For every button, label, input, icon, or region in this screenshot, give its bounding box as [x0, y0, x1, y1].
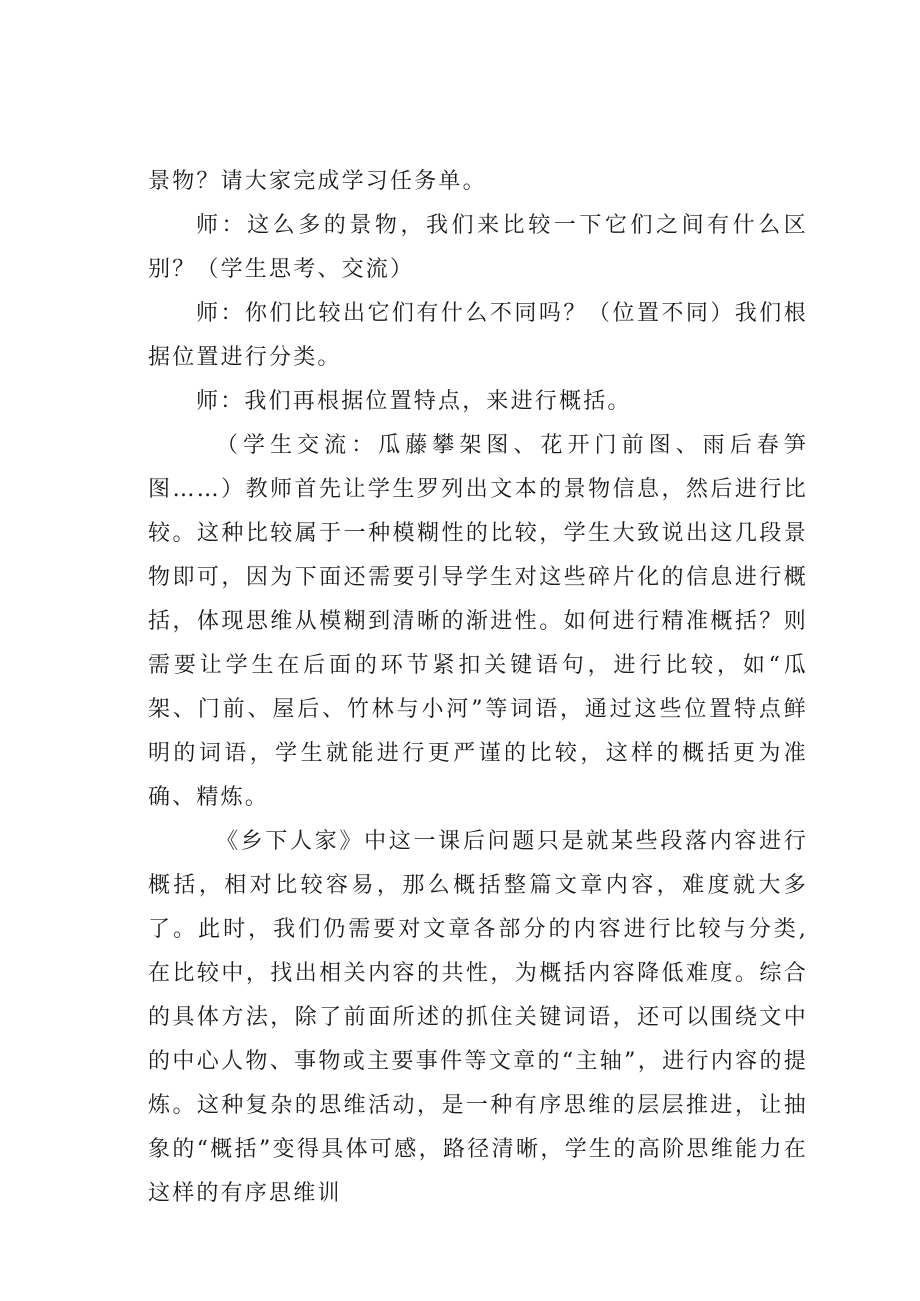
document-body	[148, 160, 808, 1216]
paragraph-teacher-question-1: 师：这么多的景物，我们来比较一下它们之间有什么区别？（学生思考、交流）	[148, 213, 808, 282]
paragraph-teacher-summary: 师：我们再根据位置特点，来进行概括。	[196, 389, 632, 414]
paragraph-student-exchange: （学生交流：瓜藤攀架图、花开门前图、雨后春笋图……）教师首先让学生罗列出文本的景物信息，然后进行比较。这种比较属于一种模糊性的比较，学生大致说出这几段景物即可，因为下面还需要引导学生对这些碎片化的信息进行概括，体现思维从模糊到清晰的渐进性。如何进行精准概括？则需要让学生在后面的环节紧扣关键语句，进行比较，如“瓜架、门前、屋后、竹林与小河”等词语，通过这些位置特点鲜明的词语，学生就能进行更严谨的比较，这样的概括更为准确、精炼。	[148, 433, 808, 810]
paragraph-analysis: 《乡下人家》中这一课后问题只是就某些段落内容进行概括，相对比较容易，那么概括整篇文章内容，难度就大多了。此时，我们仍需要对文章各部分的内容进行比较与分类,在比较中，找出相关内容的共性，为概括内容降低难度。综合的具体方法，除了前面所述的抓住关键词语，还可以围绕文中的中心人物、事物或主要事件等文章的“主轴”，进行内容的提炼。这种复杂的思维活动，是一种有序思维的层层推进，让抽象的“概括”变得具体可感，路径清晰，学生的高阶思维能力在这样的有序思维训	[148, 829, 808, 1206]
paragraph-continuation: 景物？请大家完成学习任务单。	[148, 169, 487, 194]
paragraph-teacher-question-2: 师：你们比较出它们有什么不同吗？（位置不同）我们根据位置进行分类。	[148, 301, 808, 370]
